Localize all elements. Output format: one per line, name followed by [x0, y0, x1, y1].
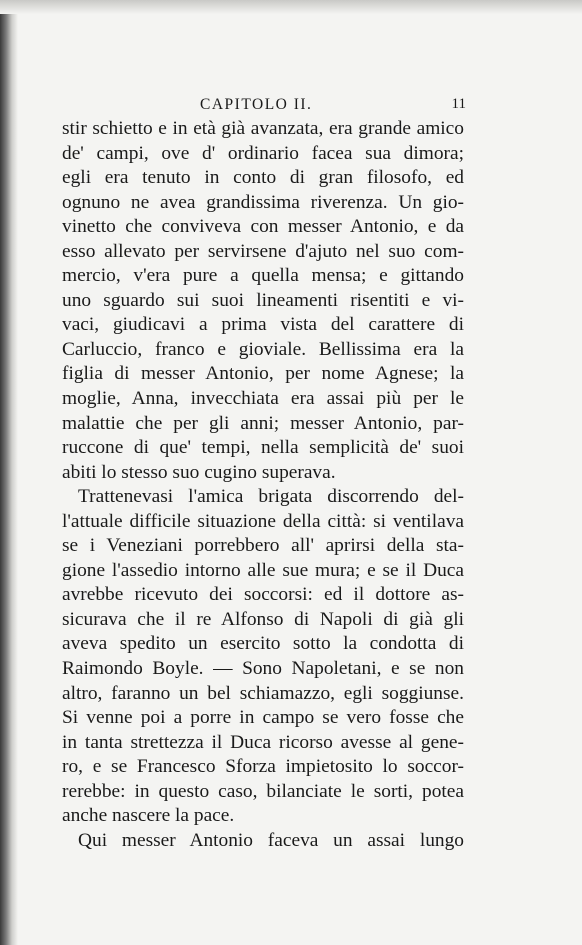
- text-line: de' campi, ove d' ordinario facea sua dimora;: [62, 142, 464, 164]
- text-line: stir schietto e in età già avanzata, era grande amico: [62, 118, 464, 139]
- text-line: uno sguardo sui suoi lineamenti risentiti e vi-: [62, 289, 464, 311]
- book-spine-shadow: [0, 0, 18, 945]
- text-line: mercio, v'era pure a quella mensa; e gittando: [62, 265, 464, 287]
- text-line: avrebbe ricevuto dei soccorsi: ed il dottore as-: [62, 584, 464, 606]
- text-line: rerebbe: in questo caso, bilanciate le sorti, potea: [62, 780, 464, 802]
- page-header: [66, 96, 466, 118]
- text-line: Raimondo Boyle. — Sono Napoletani, e se non: [62, 658, 464, 680]
- paragraph-3: [62, 829, 464, 854]
- text-line: Trattenevasi l'amica brigata discorrendo del-: [78, 486, 464, 508]
- text-line: egli era tenuto in conto di gran filosofo, ed: [62, 167, 464, 189]
- text-line: ro, e se Francesco Sforza impietosito lo soccor-: [62, 756, 464, 778]
- text-line: in tanta strettezza il Duca ricorso avesse al gene-: [62, 731, 464, 753]
- text-line: esso allevato per servirsene d'ajuto nel suo com-: [62, 240, 464, 262]
- text-line: figlia di messer Antonio, per nome Agnese; la: [62, 363, 464, 385]
- page-number: 11: [451, 96, 466, 112]
- text-line: vaci, giudicavi a prima vista del carattere di: [62, 314, 464, 336]
- text-line: anche nascere la pace.: [62, 805, 235, 827]
- page-top-shadow: [0, 0, 582, 14]
- text-line: Qui messer Antonio faceva un assai lungo: [78, 829, 464, 851]
- body-text: [62, 117, 464, 853]
- text-line: gione l'assedio intorno alle sue mura; e se il Duca: [62, 559, 464, 581]
- text-line: sicurava che il re Alfonso di Napoli di già gli: [62, 608, 464, 630]
- text-line: ognuno ne avea grandissima riverenza. Un gio-: [62, 191, 464, 213]
- paragraph-1: [62, 117, 464, 485]
- text-line: vinetto che conviveva con messer Antonio, e da: [62, 216, 464, 238]
- text-line: se i Veneziani porrebbero all' aprirsi della sta-: [62, 535, 464, 557]
- text-line: ruccone di que' tempi, nella semplicità de' suoi: [62, 437, 464, 459]
- paragraph-2: [62, 485, 464, 829]
- text-line: malattie che per gli anni; messer Antonio, par-: [62, 412, 464, 434]
- running-head: CAPITOLO II.: [200, 96, 313, 113]
- text-line: abiti lo stesso suo cugino superava.: [62, 461, 336, 483]
- text-line: moglie, Anna, invecchiata era assai più per le: [62, 388, 464, 410]
- text-line: l'attuale difficile situazione della città: si ventilava: [62, 510, 464, 532]
- text-line: aveva spedito un esercito sotto la condotta di: [62, 633, 464, 655]
- text-line: Si venne poi a porre in campo se vero fosse che: [62, 707, 464, 729]
- text-line: Carluccio, franco e gioviale. Bellissima era la: [62, 338, 464, 360]
- text-line: altro, faranno un bel schiamazzo, egli soggiunse.: [62, 682, 464, 704]
